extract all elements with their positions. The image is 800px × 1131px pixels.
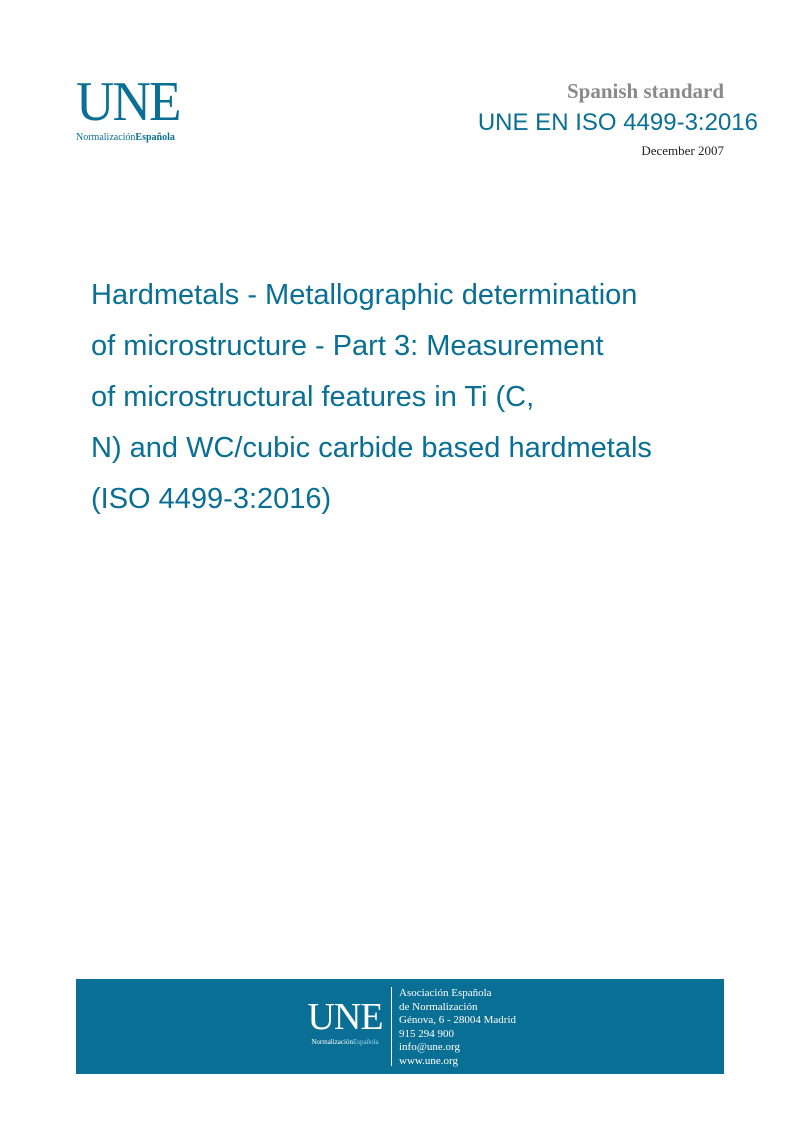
standard-date: December 2007 <box>641 143 724 158</box>
footer-website-link[interactable]: www.une.org <box>399 1054 458 1067</box>
footer-logo-mark: UNE <box>307 996 383 1038</box>
footer-address: Génova, 6 - 28004 Madrid <box>399 1014 517 1026</box>
footer-banner <box>76 979 724 1074</box>
une-logo-subtitle <box>76 132 206 143</box>
footer-org-name-2: de Normalización <box>399 1000 478 1013</box>
title-line: (ISO 4499-3:2016) <box>91 483 332 515</box>
footer-sub-light: Española <box>352 1038 379 1046</box>
document-title <box>91 270 731 525</box>
standard-header <box>478 78 758 160</box>
footer-contact-info <box>399 987 516 1068</box>
logo-sub-normal: Normalización <box>76 132 136 143</box>
une-logo-mark: UNE <box>76 71 180 133</box>
title-line: of microstructural features in Ti (C, <box>91 381 535 413</box>
title-line: of microstructure - Part 3: Measurement <box>91 330 604 362</box>
footer-phone[interactable]: 915 294 900 <box>399 1027 454 1040</box>
title-line: Hardmetals - Metallographic determination <box>91 279 638 311</box>
footer-org-name-1: Asociación Española <box>399 987 492 999</box>
footer-sub-normal: Normalización <box>311 1038 353 1046</box>
footer-logo-subtitle <box>300 1038 390 1046</box>
une-logo <box>76 71 206 143</box>
footer-une-logo <box>300 996 390 1046</box>
standard-label: Spanish standard <box>567 79 724 103</box>
footer-divider <box>391 987 392 1066</box>
footer-email-link[interactable]: info@une.org <box>399 1041 460 1053</box>
standard-code: UNE EN ISO 4499-3:2016 <box>477 109 758 136</box>
title-line: N) and WC/cubic carbide based hardmetals <box>91 432 652 464</box>
logo-sub-bold: Española <box>135 132 175 143</box>
